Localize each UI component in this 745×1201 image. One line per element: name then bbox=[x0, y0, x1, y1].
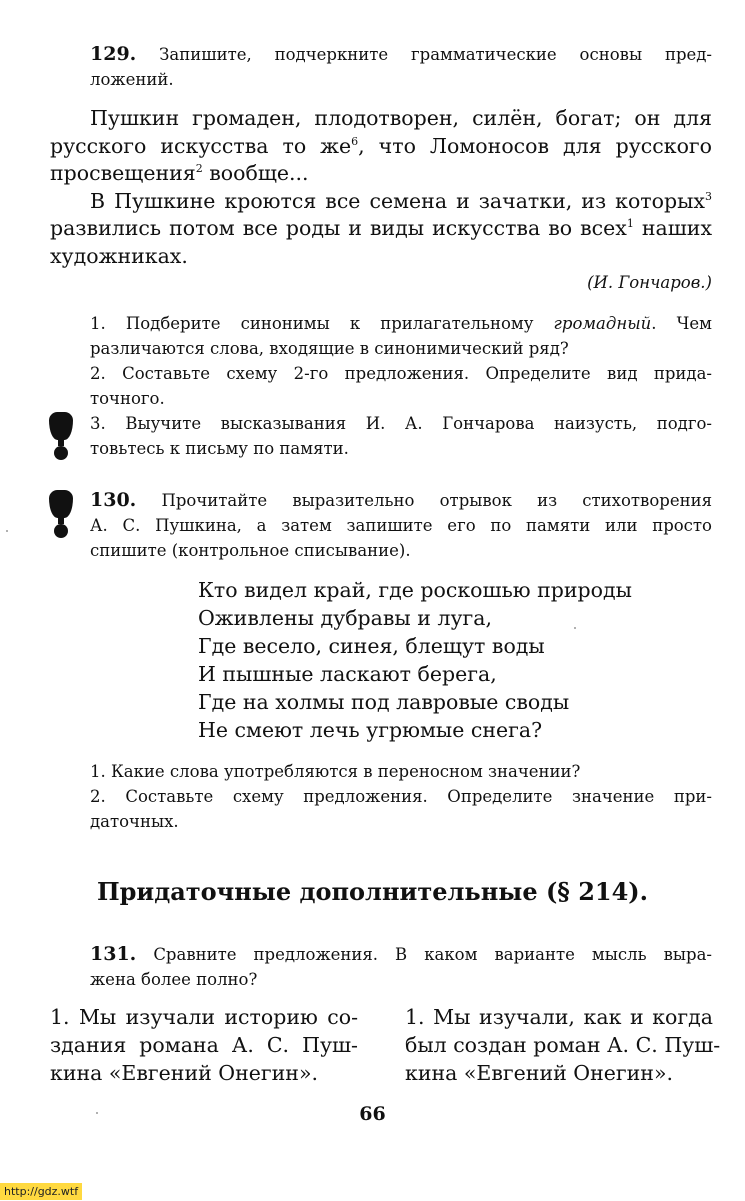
ex129-number: 129. bbox=[90, 43, 137, 65]
ex130-questions: 1. Какие слова употребляются в переносном значении? 2. Составьте схему предложения. Определите значение при- даточных. bbox=[90, 762, 712, 831]
poem-line: Оживлены дубравы и луга, bbox=[198, 606, 493, 630]
poem-line: Кто видел край, где роскошью природы bbox=[198, 578, 632, 602]
ex129-author: (И. Гончаров.) bbox=[587, 273, 712, 292]
scan-speck bbox=[6, 530, 8, 532]
variant-left: 1. Мы изучали историю со- здания романа А. С. Пуш- кина «Евгений Онегин». bbox=[50, 1005, 358, 1085]
ex130-number: 130. bbox=[90, 489, 137, 511]
poem-line: Где весело, синея, блещут воды bbox=[198, 634, 545, 658]
ex129-questions: 1. Подберите синонимы к прилагательному громадный. Чем различаются слова, входящие в синонимический ряд? 2. Составьте схему 2-го предложения. Определите вид прида- точного. 3. Выучите высказывания И. А. Гончарова наизусть, подго- товьтесь к письму по памяти. bbox=[90, 314, 713, 458]
memorize-icon bbox=[49, 412, 73, 462]
ex131-task: 131. Сравните предложения. В каком варианте мысль выра- жена более полно? bbox=[90, 943, 712, 989]
poem-line: Где на холмы под лавровые своды bbox=[198, 690, 570, 714]
poem-line: И пышные ласкают берега, bbox=[198, 662, 497, 686]
dictation-icon bbox=[49, 490, 73, 540]
page-number: 66 bbox=[359, 1103, 386, 1125]
scan-speck bbox=[574, 627, 576, 629]
ex129-text: Пушкин громаден, плодотворен, силён, богат; он для русского искусства то $же^6$, что Ломоносов для русского просвещения$^2$ вообще... В Пушкине кроются все семена и зачатки, из которых$^3$ развились потом все роды и виды искусства во всех$^1$ наших художниках. bbox=[50, 106, 713, 268]
poem bbox=[198, 576, 678, 744]
ex129-task: 129. Запишите, подчеркните грамматические основы пред- ложений. bbox=[90, 43, 712, 89]
poem-line: Не смеют лечь угрюмые снега? bbox=[198, 718, 543, 742]
section-heading: Придаточные дополнительные (§ 214). bbox=[96, 877, 649, 906]
variant-right: 1. Мы изучали, как и когда был создан роман А. С. Пуш- кина «Евгений Онегин». bbox=[405, 1005, 721, 1085]
ex131-number: 131. bbox=[90, 943, 137, 965]
watermark-link[interactable]: http://gdz.wtf bbox=[0, 1183, 82, 1200]
ex130-task: 130. Прочитайте выразительно отрывок из стихотворения А. С. Пушкина, а затем запишите его по памяти или просто спишите (контрольное списывание). bbox=[90, 489, 712, 560]
scan-speck bbox=[96, 1112, 98, 1114]
